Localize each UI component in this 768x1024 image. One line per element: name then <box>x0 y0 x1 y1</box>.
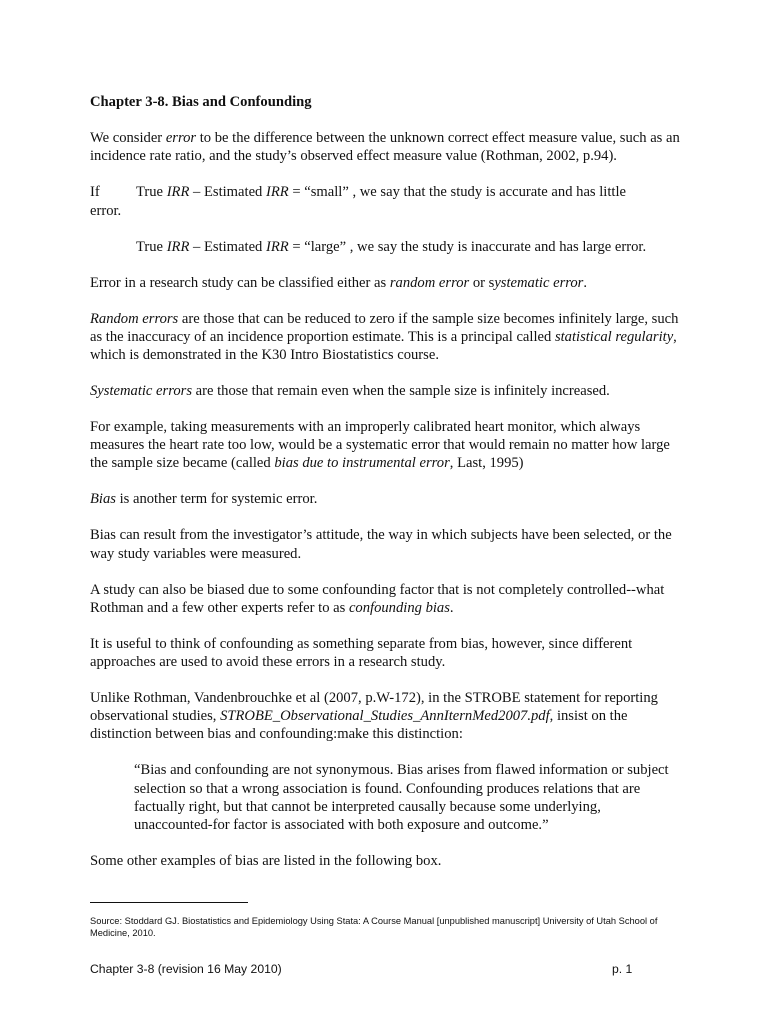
italic-term: IRR <box>166 238 190 255</box>
text-run: Unlike Rothman, Vandenbrouchke et al (2007, p.W-172), in the STROBE statement for reporting observational studies, <box>90 690 658 725</box>
italic-term: IRR <box>266 238 289 255</box>
italic-term: Bias <box>90 491 116 508</box>
italic-term: confounding bias <box>348 599 450 616</box>
text-run: are those that remain even when the sample size is infinitely increased. <box>192 383 610 400</box>
paragraph-if-large <box>90 238 680 256</box>
paragraph-examples-box: Some other examples of bias are listed in the following box. <box>90 853 442 870</box>
page-number: p. 1 <box>612 962 633 976</box>
paragraph-confounding-separate: It is useful to think of confounding as something separate from bias, however, since different approaches are used to avoid these errors in a research study. <box>90 635 633 671</box>
paragraph-strobe <box>90 689 680 744</box>
if-label: If <box>90 184 100 201</box>
italic-term: bias due to instrumental error <box>274 455 450 472</box>
italic-term: Random errors <box>90 310 179 327</box>
italic-term: statistical regularity <box>554 328 674 345</box>
text-run: = “small” , we say that the study is accurate and has little <box>288 184 626 201</box>
paragraph-systematic-errors <box>90 382 680 400</box>
if-small-text <box>136 183 626 201</box>
text-run: , which is demonstrated in the K30 Intro Biostatistics course. <box>90 328 677 364</box>
italic-term: Systematic errors <box>90 383 193 400</box>
text-run: = “large” , we say the study is inaccurate and has large error. <box>288 238 647 255</box>
italic-term: error <box>165 130 197 147</box>
italic-term: STROBE_Observational_Studies_AnnIternMed2007.pdf <box>220 708 550 725</box>
text-run: True <box>136 184 167 201</box>
chapter-title: Chapter 3-8. Bias and Confounding <box>90 94 312 110</box>
text-run: Error in a research study can be classified either as <box>90 274 390 291</box>
paragraph-error-definition <box>90 129 680 165</box>
text-run: – Estimated <box>189 238 266 255</box>
italic-term: ystematic error <box>494 274 584 291</box>
document-body <box>90 93 680 888</box>
text-run: – Estimated <box>189 184 266 201</box>
paragraph-error-classification <box>90 274 680 292</box>
text-run: are those that can be reduced to zero if the sample size becomes infinitely large, such as the inaccuracy of an incidence proportion estimate. This is a principal called <box>90 310 679 345</box>
paragraph-if-small-continuation: error. <box>90 202 122 219</box>
paragraph-bias-sources: Bias can result from the investigator’s attitude, the way in which subjects have been selected, or the way study variables were measured. <box>90 527 672 562</box>
text-run: to be the difference between the unknown correct effect measure value, such as an incidence rate ratio, and the study’s observed effect measure value (Rothman, 2002, p.94). <box>90 130 680 165</box>
page-footer-chapter: Chapter 3-8 (revision 16 May 2010) <box>90 962 282 976</box>
text-run: , insist on the distinction between bias and confounding:make this distinction: <box>90 708 628 743</box>
paragraph-confounding-bias <box>90 581 680 617</box>
text-run: , Last, 1995) <box>449 455 524 472</box>
paragraph-example <box>90 418 680 473</box>
paragraph-bias-term <box>90 490 680 508</box>
italic-term: IRR <box>166 184 190 201</box>
text-run: We consider <box>90 130 166 147</box>
text-run: True <box>136 238 167 255</box>
footnote-separator <box>90 902 248 903</box>
text-run: or s <box>469 274 495 291</box>
footnote-source: Source: Stoddard GJ. Biostatistics and Epidemiology Using Stata: A Course Manual [unpublished manuscript] University of Utah School of Medicine, 2010. <box>90 916 658 938</box>
text-run: For example, taking measurements with an improperly calibrated heart monitor, which always measures the heart rate too low, would be a systematic error that would remain no matter how large the sample size became (called <box>90 419 670 472</box>
paragraph-if-small <box>90 183 680 201</box>
text-run: is another term for systemic error. <box>115 491 318 508</box>
text-run: . <box>583 274 588 291</box>
text-run: A study can also be biased due to some confounding factor that is not completely controlled--what Rothman and a few other experts refer to as <box>90 581 665 616</box>
strobe-quote: “Bias and confounding are not synonymous. Bias arises from flawed information or subject selection so that a wrong association is found. Confounding produces relations that are factually right, but that cannot be interpreted causally because some underlying, unaccounted-for factor is associated with both exposure and outcome.” <box>134 762 669 834</box>
italic-term: random error <box>389 274 470 291</box>
text-run: . <box>449 599 454 616</box>
paragraph-random-errors <box>90 310 680 365</box>
italic-term: IRR <box>266 184 289 201</box>
